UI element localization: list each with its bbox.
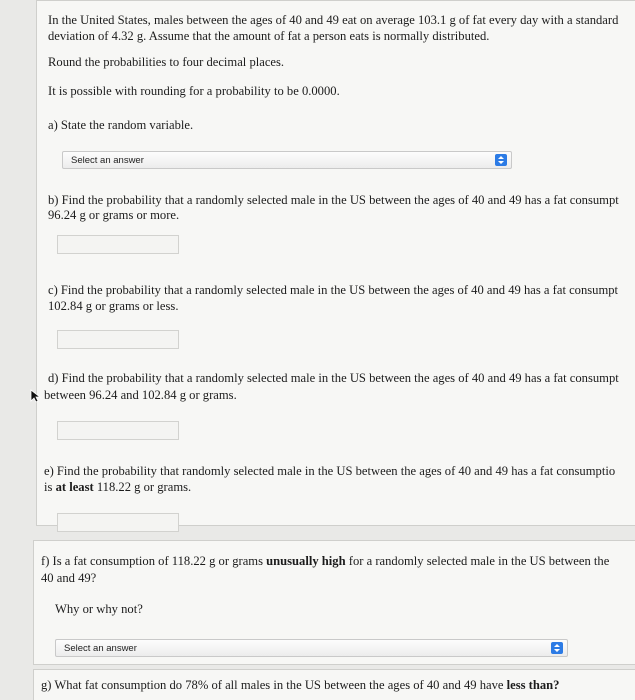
intro-line-2: deviation of 4.32 g. Assume that the amount of fat a person eats is normally distributed. <box>48 29 490 43</box>
question-e-line-1: e) Find the probability that randomly selected male in the US between the ages of 40 and 49 has a fat consumptio <box>44 464 616 478</box>
question-e-line-2 <box>44 479 191 496</box>
question-d-line-2: between 96.24 and 102.84 g or grams. <box>44 388 237 402</box>
answer-c-input[interactable] <box>57 330 179 349</box>
question-d-line-1: d) Find the probability that a randomly selected male in the US between the ages of 40 and 49 has a fat consumpt <box>48 371 619 385</box>
mouse-cursor-icon <box>30 389 42 403</box>
answer-d-input[interactable] <box>57 421 179 440</box>
question-a: a) State the random variable. <box>48 118 194 132</box>
e-prefix: is <box>44 480 53 494</box>
select-arrows-icon <box>495 154 507 166</box>
select-label: Select an answer <box>71 155 144 166</box>
g-emphasis: less than? <box>506 678 560 692</box>
question-card-main <box>36 0 635 526</box>
question-b-line-1: b) Find the probability that a randomly selected male in the US between the ages of 40 and 49 has a fat consumpt <box>48 193 619 207</box>
f-suffix: for a randomly selected male in the US between the <box>348 554 610 568</box>
f-prefix: f) Is a fat consumption of 118.22 g or grams <box>41 554 263 568</box>
g-prefix: g) What fat consumption do 78% of all males in the US between the ages of 40 and 49 have <box>41 678 504 692</box>
question-f-line-2: 40 and 49? <box>41 571 97 585</box>
why-or-why-not: Why or why not? <box>55 602 143 616</box>
random-variable-select[interactable] <box>62 151 512 169</box>
question-g <box>41 677 559 694</box>
question-c-line-2: 102.84 g or grams or less. <box>48 299 179 313</box>
e-emphasis: at least <box>55 480 94 494</box>
rounding-instruction: Round the probabilities to four decimal places. <box>48 55 285 69</box>
answer-b-input[interactable] <box>57 235 179 254</box>
f-emphasis: unusually high <box>266 554 346 568</box>
question-c-line-1: c) Find the probability that a randomly selected male in the US between the ages of 40 and 49 has a fat consumpt <box>48 283 619 297</box>
rounding-note: It is possible with rounding for a probability to be 0.0000. <box>48 84 340 98</box>
question-f-line-1 <box>41 553 609 570</box>
question-b-line-2: 96.24 g or grams or more. <box>48 208 180 222</box>
intro-line-1: In the United States, males between the ages of 40 and 49 eat on average 103.1 g of fat every day with a standard <box>48 13 619 27</box>
unusual-select[interactable] <box>55 639 568 657</box>
answer-e-input[interactable] <box>57 513 179 532</box>
select-arrows-icon <box>551 642 563 654</box>
select-label: Select an answer <box>64 643 137 654</box>
e-suffix: 118.22 g or grams. <box>96 480 192 494</box>
